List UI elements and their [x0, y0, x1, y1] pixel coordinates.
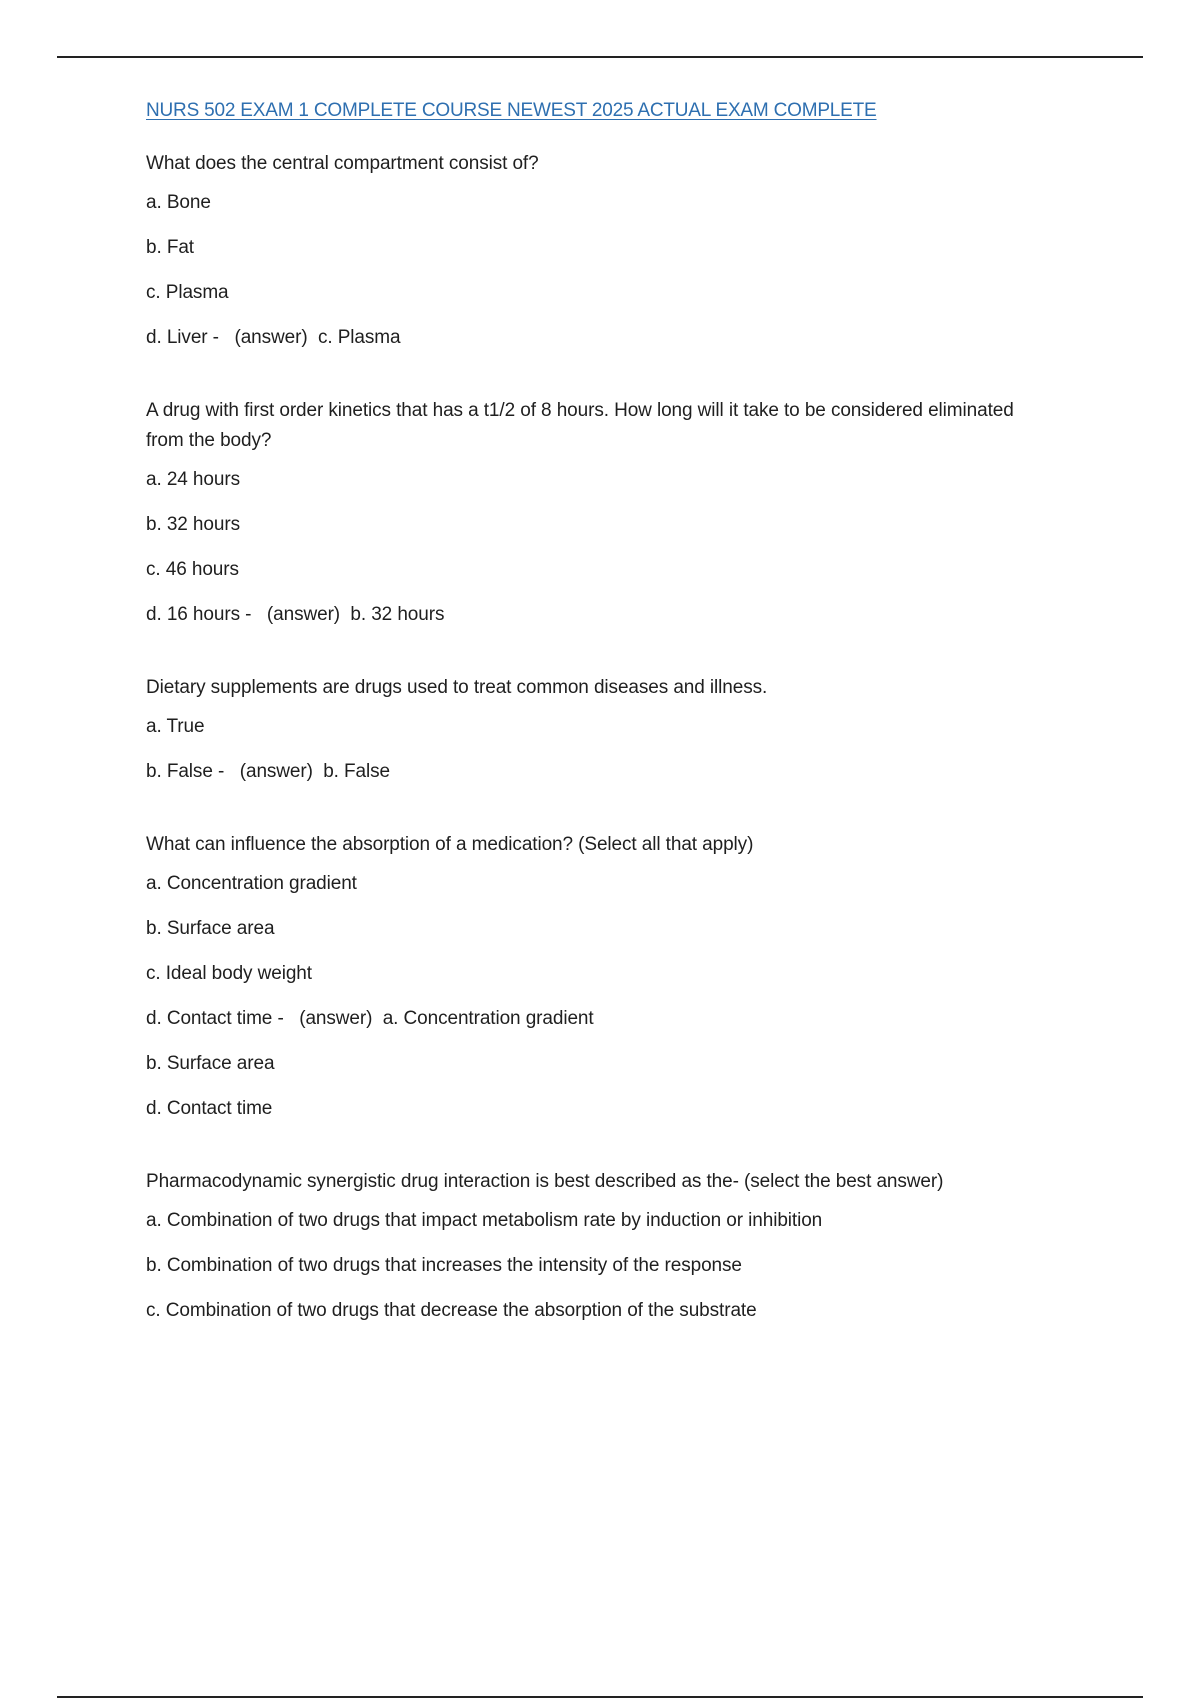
question-text: Pharmacodynamic synergistic drug interaction is best described as the- (select the best answer): [146, 1171, 944, 1192]
answer-tag: (answer): [266, 604, 341, 625]
option-d: d. Contact time -: [146, 1008, 284, 1029]
option-b: b. 32 hours: [146, 514, 240, 535]
question-text: A drug with first order kinetics that has a t1/2 of 8 hours. How long will it take to be considered eliminated from the body?: [146, 400, 1014, 451]
option-a: a. Bone: [146, 192, 211, 213]
option-a: a. True: [146, 716, 205, 737]
answer-line: b. Surface area: [146, 1053, 275, 1074]
top-rule: [57, 56, 1143, 58]
option-b: b. False -: [146, 761, 225, 782]
question-text: What does the central compartment consist of?: [146, 153, 539, 174]
answer-tag: (answer): [299, 1008, 373, 1029]
option-d-with-answer: [146, 325, 1046, 351]
question-block-5: [146, 1167, 1046, 1324]
option-a: a. Combination of two drugs that impact metabolism rate by induction or inhibition: [146, 1210, 823, 1231]
document-body: [146, 98, 1046, 1369]
option-b: b. Combination of two drugs that increases the intensity of the response: [146, 1255, 742, 1276]
question-block-4: [146, 830, 1046, 1122]
option-d: d. Liver -: [146, 327, 219, 348]
answer-text: c. Plasma: [317, 327, 401, 348]
option-d-with-answer: [146, 1006, 1046, 1032]
option-b: b. Surface area: [146, 918, 275, 939]
question-text: What can influence the absorption of a medication? (Select all that apply): [146, 834, 754, 855]
question-text: Dietary supplements are drugs used to treat common diseases and illness.: [146, 677, 768, 698]
answer-line: d. Contact time: [146, 1098, 273, 1119]
option-d-with-answer: [146, 602, 1046, 628]
option-c: c. 46 hours: [146, 559, 239, 580]
option-c: c. Combination of two drugs that decrease the absorption of the substrate: [146, 1300, 757, 1321]
option-c: c. Ideal body weight: [146, 963, 312, 984]
option-d: d. 16 hours -: [146, 604, 252, 625]
question-block-3: [146, 673, 1046, 785]
option-c: c. Plasma: [146, 282, 229, 303]
answer-tag: (answer): [239, 761, 313, 782]
answer-text: b. False: [323, 761, 391, 782]
question-block-1: [146, 149, 1046, 351]
question-block-2: [146, 396, 1046, 628]
answer-tag: (answer): [234, 327, 308, 348]
option-b: b. Fat: [146, 237, 194, 258]
bottom-rule: [57, 1696, 1143, 1698]
option-a: a. 24 hours: [146, 469, 240, 490]
answer-text: b. 32 hours: [350, 604, 445, 625]
answer-text: a. Concentration gradient: [382, 1008, 594, 1029]
option-b-with-answer: [146, 759, 1046, 785]
option-a: a. Concentration gradient: [146, 873, 357, 894]
document-title[interactable]: NURS 502 EXAM 1 COMPLETE COURSE NEWEST 2025 ACTUAL EXAM COMPLETE: [146, 100, 877, 121]
